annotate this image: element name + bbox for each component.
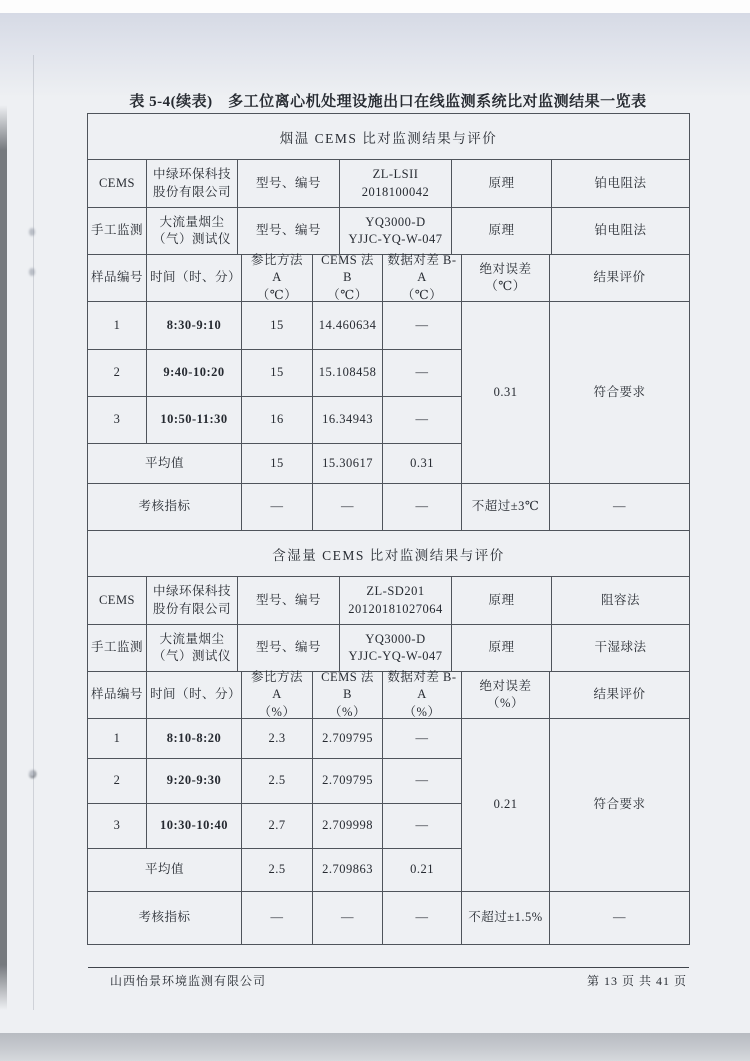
model-serial xyxy=(340,160,452,208)
col-header: 数据对差 B-A （%） xyxy=(383,672,462,719)
assessment-limit: 不超过±3℃ xyxy=(462,484,550,531)
sample-no: 3 xyxy=(88,804,147,849)
col-header: 结果评价 xyxy=(550,255,689,302)
evaluation-value: 符合要求 xyxy=(550,302,689,484)
average-cems: 15.30617 xyxy=(313,444,383,484)
equipment-grid xyxy=(88,160,689,255)
equip-kind: CEMS xyxy=(88,160,147,208)
average-label: 平均值 xyxy=(88,444,242,484)
sample-no: 2 xyxy=(88,759,147,804)
assessment-diff: — xyxy=(383,484,462,531)
sample-no: 3 xyxy=(88,397,147,444)
data-grid xyxy=(88,669,689,944)
col-header: 时间（时、分） xyxy=(147,255,242,302)
ref-value: 2.3 xyxy=(242,719,313,759)
scan-top-shadow xyxy=(0,13,750,98)
model-line2: YJJC-YQ-W-047 xyxy=(348,232,443,246)
principle-label: 原理 xyxy=(452,160,552,208)
diff-value: — xyxy=(383,804,462,849)
cems-value: 2.709795 xyxy=(313,759,383,804)
col-header: 时间（时、分） xyxy=(147,672,242,719)
ref-value: 16 xyxy=(242,397,313,444)
average-diff: 0.21 xyxy=(383,849,462,892)
time-range: 8:10-8:20 xyxy=(147,719,242,759)
average-cems: 2.709863 xyxy=(313,849,383,892)
average-diff: 0.31 xyxy=(383,444,462,484)
col-header: 数据对差 B-A （℃） xyxy=(383,255,462,302)
average-label: 平均值 xyxy=(88,849,242,892)
vendor-name: 中绿环保科技股份有限公司 xyxy=(147,577,238,625)
cems-value: 14.460634 xyxy=(313,302,383,350)
model-line2: 2018100042 xyxy=(361,184,430,199)
model-line2: 20120181027064 xyxy=(348,601,443,616)
assessment-label: 考核指标 xyxy=(88,484,242,531)
assessment-ref: — xyxy=(242,484,313,531)
assessment-ref: — xyxy=(242,892,313,944)
diff-value: — xyxy=(383,719,462,759)
cems-value: 15.108458 xyxy=(313,350,383,397)
col-header: CEMS 法 B （%） xyxy=(313,672,383,719)
col-header: 参比方法 A （%） xyxy=(242,672,313,719)
sample-no: 2 xyxy=(88,350,147,397)
principle-value: 干湿球法 xyxy=(552,625,689,672)
col-header: CEMS 法 B （℃） xyxy=(313,255,383,302)
ref-value: 2.5 xyxy=(242,759,313,804)
model-line1: ZL-SD201 xyxy=(366,584,425,598)
assessment-cems: — xyxy=(313,484,383,531)
model-serial xyxy=(340,625,452,672)
section-title-smoke-temp: 烟温 CEMS 比对监测结果与评价 xyxy=(88,114,689,160)
time-range: 9:40-10:20 xyxy=(147,350,242,397)
data-grid xyxy=(88,252,689,531)
diff-value: — xyxy=(383,350,462,397)
col-header: 绝对误差 （℃） xyxy=(462,255,550,302)
assessment-eval: — xyxy=(613,910,626,925)
col-header: 样品编号 xyxy=(88,672,147,719)
equipment-grid xyxy=(88,577,689,672)
diff-value: — xyxy=(383,759,462,804)
assessment-cems: — xyxy=(313,892,383,944)
model-serial xyxy=(340,577,452,625)
assessment-limit: 不超过±1.5% xyxy=(462,892,550,944)
sample-no: 1 xyxy=(88,302,147,350)
model-label: 型号、编号 xyxy=(238,208,340,255)
principle-value: 铂电阻法 xyxy=(552,208,689,255)
assessment-eval: — xyxy=(550,484,689,531)
scan-smudge xyxy=(29,228,35,236)
scan-bottom-edge xyxy=(0,1033,750,1061)
model-serial xyxy=(340,208,452,255)
model-label: 型号、编号 xyxy=(238,625,340,672)
scan-margin-line xyxy=(33,55,34,1010)
device-name: 大流量烟尘（气）测试仪 xyxy=(147,208,238,255)
model-line2: YJJC-YQ-W-047 xyxy=(348,649,443,663)
average-ref: 2.5 xyxy=(242,849,313,892)
model-line1: ZL-LSII xyxy=(372,167,419,181)
footer-divider xyxy=(88,967,689,968)
ref-value: 2.7 xyxy=(242,804,313,849)
col-header: 绝对误差 （%） xyxy=(462,672,550,719)
evaluation-value: 符合要求 xyxy=(550,719,689,892)
footer-page-number: 第 13 页 共 41 页 xyxy=(586,974,687,988)
model-line1: YQ3000-D xyxy=(365,214,426,229)
vendor-name: 中绿环保科技股份有限公司 xyxy=(147,160,238,208)
principle-label: 原理 xyxy=(452,208,552,255)
equip-kind: 手工监测 xyxy=(88,625,147,672)
abs-error-value: 0.21 xyxy=(462,719,550,892)
assessment-diff: — xyxy=(383,892,462,944)
principle-label: 原理 xyxy=(452,625,552,672)
equip-kind: CEMS xyxy=(88,577,147,625)
comparison-results-table xyxy=(87,113,690,945)
principle-label: 原理 xyxy=(452,577,552,625)
col-header: 参比方法 A （℃） xyxy=(242,255,313,302)
principle-value: 铂电阻法 xyxy=(552,160,689,208)
scan-smudge xyxy=(29,268,35,276)
sample-no: 1 xyxy=(88,719,147,759)
time-range: 10:50-11:30 xyxy=(147,397,242,444)
diff-value: — xyxy=(383,302,462,350)
col-header: 样品编号 xyxy=(88,255,147,302)
equip-kind: 手工监测 xyxy=(88,208,147,255)
col-header: 结果评价 xyxy=(550,672,689,719)
model-label: 型号、编号 xyxy=(238,160,340,208)
device-name: 大流量烟尘（气）测试仪 xyxy=(147,625,238,672)
average-ref: 15 xyxy=(242,444,313,484)
section-title-moisture: 含湿量 CEMS 比对监测结果与评价 xyxy=(88,531,689,577)
cems-value: 2.709998 xyxy=(313,804,383,849)
time-range: 8:30-9:10 xyxy=(147,302,242,350)
ref-value: 15 xyxy=(242,350,313,397)
diff-value: — xyxy=(383,397,462,444)
cems-value: 2.709795 xyxy=(313,719,383,759)
footer-company: 山西怡景环境监测有限公司 xyxy=(110,974,267,988)
scan-left-edge xyxy=(0,105,7,1010)
model-label: 型号、编号 xyxy=(238,577,340,625)
abs-error-value: 0.31 xyxy=(462,302,550,484)
time-range: 9:20-9:30 xyxy=(147,759,242,804)
principle-value: 阻容法 xyxy=(552,577,689,625)
doc-title: 表 5-4(续表) 多工位离心机处理设施出口在线监测系统比对监测结果一览表 xyxy=(129,94,647,110)
assessment-label: 考核指标 xyxy=(88,892,242,944)
model-line1: YQ3000-D xyxy=(365,631,426,646)
scan-top-edge xyxy=(0,0,750,13)
cems-value: 16.34943 xyxy=(313,397,383,444)
ref-value: 15 xyxy=(242,302,313,350)
scan-smudge xyxy=(29,770,36,778)
time-range: 10:30-10:40 xyxy=(147,804,242,849)
